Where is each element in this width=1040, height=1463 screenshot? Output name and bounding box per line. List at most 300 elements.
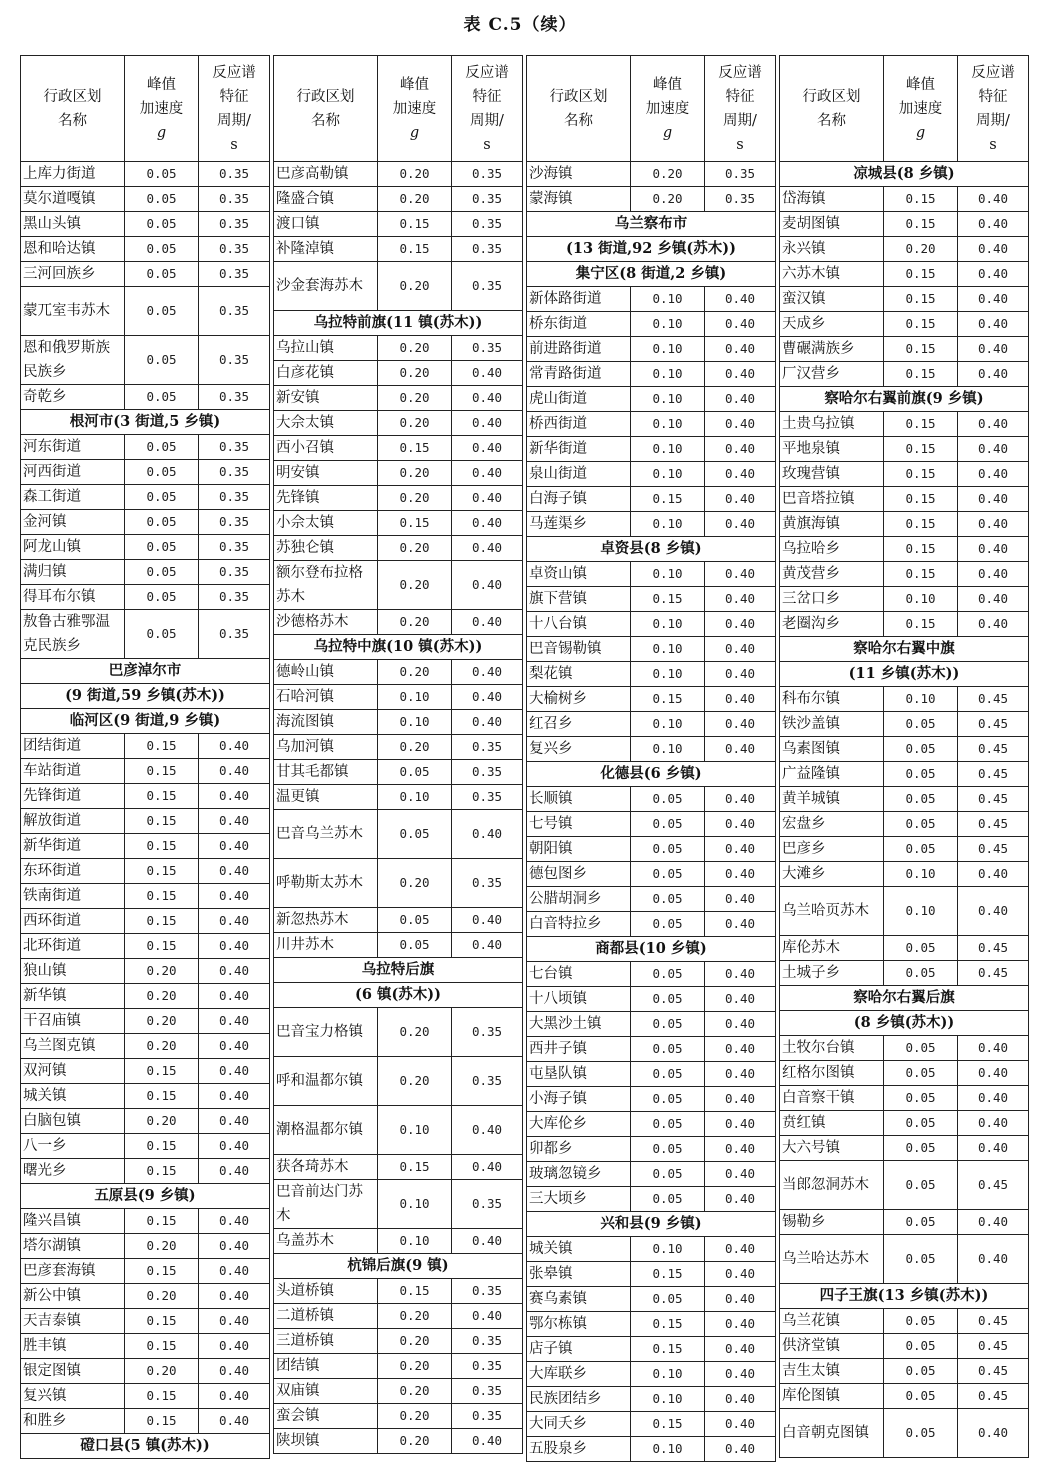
peak-acceleration-value: 0.05 bbox=[884, 812, 958, 837]
table-row bbox=[527, 1337, 776, 1362]
region-name: 玫瑰营镇 bbox=[780, 462, 884, 487]
table-row bbox=[780, 1210, 1029, 1235]
peak-acceleration-value: 0.05 bbox=[884, 837, 958, 862]
table-row bbox=[274, 685, 523, 710]
table-row bbox=[21, 535, 270, 560]
table-row bbox=[527, 1437, 776, 1462]
region-name: 乌兰哈页苏木 bbox=[780, 887, 884, 936]
table-row bbox=[527, 1262, 776, 1287]
characteristic-period-value: 0.40 bbox=[452, 461, 523, 486]
table-row bbox=[780, 862, 1029, 887]
table-row bbox=[21, 759, 270, 784]
table-row bbox=[274, 386, 523, 411]
table-row bbox=[780, 487, 1029, 512]
characteristic-period-value: 0.45 bbox=[958, 762, 1029, 787]
peak-acceleration-value: 0.05 bbox=[125, 610, 199, 659]
region-name: 解放街道 bbox=[21, 809, 125, 834]
region-name: 黑山头镇 bbox=[21, 212, 125, 237]
characteristic-period-value: 0.40 bbox=[199, 834, 270, 859]
table-row bbox=[527, 1287, 776, 1312]
group-title: (6 镇(苏木)) bbox=[274, 983, 523, 1008]
characteristic-period-value: 0.40 bbox=[452, 1429, 523, 1454]
peak-acceleration-value: 0.10 bbox=[631, 287, 705, 312]
region-name: 狼山镇 bbox=[21, 959, 125, 984]
characteristic-period-value: 0.35 bbox=[452, 859, 523, 908]
peak-acceleration-value: 0.15 bbox=[378, 1279, 452, 1304]
region-name: 敖鲁古雅鄂温克民族乡 bbox=[21, 610, 125, 659]
table-row bbox=[274, 262, 523, 311]
region-name: 额尔登布拉格苏木 bbox=[274, 561, 378, 610]
characteristic-period-value: 0.45 bbox=[958, 961, 1029, 986]
table-row bbox=[527, 387, 776, 412]
characteristic-period-value: 0.40 bbox=[958, 1210, 1029, 1235]
table-row bbox=[527, 287, 776, 312]
table-row bbox=[21, 884, 270, 909]
characteristic-period-value: 0.40 bbox=[452, 610, 523, 635]
peak-acceleration-value: 0.05 bbox=[125, 187, 199, 212]
region-name: 广益隆镇 bbox=[780, 762, 884, 787]
table-row bbox=[527, 462, 776, 487]
characteristic-period-value: 0.40 bbox=[958, 312, 1029, 337]
table-row bbox=[527, 312, 776, 337]
characteristic-period-value: 0.40 bbox=[452, 810, 523, 859]
peak-acceleration-value: 0.15 bbox=[884, 287, 958, 312]
characteristic-period-value: 0.45 bbox=[958, 1309, 1029, 1334]
peak-acceleration-value: 0.10 bbox=[631, 637, 705, 662]
table-row bbox=[274, 162, 523, 187]
characteristic-period-value: 0.45 bbox=[958, 1359, 1029, 1384]
group-title: 磴口县(5 镇(苏木)) bbox=[21, 1434, 270, 1459]
table-row bbox=[780, 262, 1029, 287]
table-row bbox=[527, 562, 776, 587]
table-row bbox=[527, 1237, 776, 1262]
region-name: 白脑包镇 bbox=[21, 1109, 125, 1134]
region-name: 白音朝克图镇 bbox=[780, 1409, 884, 1458]
region-group-header bbox=[274, 983, 523, 1008]
region-name: 屯垦队镇 bbox=[527, 1062, 631, 1087]
table-row bbox=[274, 511, 523, 536]
characteristic-period-value: 0.40 bbox=[958, 437, 1029, 462]
characteristic-period-value: 0.40 bbox=[199, 1409, 270, 1434]
peak-acceleration-value: 0.10 bbox=[631, 562, 705, 587]
region-name: 奇乾乡 bbox=[21, 385, 125, 410]
peak-acceleration-value: 0.05 bbox=[125, 212, 199, 237]
table-row bbox=[274, 336, 523, 361]
region-name: 卯都乡 bbox=[527, 1137, 631, 1162]
table-row bbox=[527, 1062, 776, 1087]
characteristic-period-value: 0.40 bbox=[199, 909, 270, 934]
characteristic-period-value: 0.40 bbox=[958, 1409, 1029, 1458]
peak-acceleration-value: 0.10 bbox=[378, 685, 452, 710]
region-name: 川井苏木 bbox=[274, 933, 378, 958]
characteristic-period-value: 0.45 bbox=[958, 1334, 1029, 1359]
table-row bbox=[527, 637, 776, 662]
characteristic-period-value: 0.40 bbox=[958, 412, 1029, 437]
characteristic-period-value: 0.40 bbox=[705, 1012, 776, 1037]
characteristic-period-value: 0.40 bbox=[705, 1312, 776, 1337]
peak-acceleration-value: 0.20 bbox=[378, 1354, 452, 1379]
characteristic-period-value: 0.35 bbox=[452, 162, 523, 187]
table-row bbox=[21, 1009, 270, 1034]
peak-acceleration-value: 0.20 bbox=[378, 411, 452, 436]
table-row bbox=[780, 537, 1029, 562]
region-group-header bbox=[527, 937, 776, 962]
characteristic-period-value: 0.45 bbox=[958, 812, 1029, 837]
characteristic-period-value: 0.40 bbox=[705, 312, 776, 337]
characteristic-period-value: 0.40 bbox=[452, 710, 523, 735]
table-row bbox=[527, 1112, 776, 1137]
peak-acceleration-value: 0.15 bbox=[631, 1412, 705, 1437]
characteristic-period-value: 0.40 bbox=[705, 462, 776, 487]
peak-acceleration-value: 0.20 bbox=[378, 461, 452, 486]
characteristic-period-value: 0.40 bbox=[199, 934, 270, 959]
table-row bbox=[21, 1284, 270, 1309]
peak-acceleration-value: 0.15 bbox=[125, 1309, 199, 1334]
characteristic-period-value: 0.35 bbox=[452, 735, 523, 760]
characteristic-period-value: 0.40 bbox=[705, 1437, 776, 1462]
table-row bbox=[21, 934, 270, 959]
region-name: 十八台镇 bbox=[527, 612, 631, 637]
region-name: 新华街道 bbox=[527, 437, 631, 462]
table-row bbox=[274, 1354, 523, 1379]
characteristic-period-value: 0.40 bbox=[958, 1086, 1029, 1111]
period-header: 反应谱 特征 周期/ s bbox=[705, 56, 776, 162]
table-row bbox=[527, 362, 776, 387]
characteristic-period-value: 0.40 bbox=[199, 1384, 270, 1409]
group-title: 五原县(9 乡镇) bbox=[21, 1184, 270, 1209]
table-row bbox=[21, 1334, 270, 1359]
region-name: 呼和温都尔镇 bbox=[274, 1057, 378, 1106]
table-row bbox=[21, 385, 270, 410]
region-name: 二道桥镇 bbox=[274, 1304, 378, 1329]
region-name: 旗下营镇 bbox=[527, 587, 631, 612]
table-row bbox=[21, 262, 270, 287]
peak-acceleration-value: 0.20 bbox=[378, 660, 452, 685]
characteristic-period-value: 0.35 bbox=[452, 237, 523, 262]
characteristic-period-value: 0.40 bbox=[452, 908, 523, 933]
region-name: 白彦花镇 bbox=[274, 361, 378, 386]
table-row bbox=[21, 237, 270, 262]
characteristic-period-value: 0.40 bbox=[452, 1229, 523, 1254]
region-name: 红格尔图镇 bbox=[780, 1061, 884, 1086]
peak-acceleration-value: 0.15 bbox=[631, 1312, 705, 1337]
table-row bbox=[274, 1106, 523, 1155]
peak-acceleration-header: 峰值 加速度 g bbox=[884, 56, 958, 162]
peak-acceleration-value: 0.05 bbox=[631, 1012, 705, 1037]
characteristic-period-value: 0.40 bbox=[705, 637, 776, 662]
region-name: 天吉泰镇 bbox=[21, 1309, 125, 1334]
peak-acceleration-value: 0.05 bbox=[884, 1111, 958, 1136]
region-name: 当郎忽洞苏木 bbox=[780, 1161, 884, 1210]
peak-acceleration-value: 0.15 bbox=[631, 1262, 705, 1287]
table-row bbox=[780, 337, 1029, 362]
characteristic-period-value: 0.40 bbox=[199, 1009, 270, 1034]
characteristic-period-value: 0.45 bbox=[958, 1161, 1029, 1210]
region-name: 土牧尔台镇 bbox=[780, 1036, 884, 1061]
table-row bbox=[780, 1161, 1029, 1210]
characteristic-period-value: 0.45 bbox=[958, 837, 1029, 862]
table-row bbox=[780, 961, 1029, 986]
characteristic-period-value: 0.40 bbox=[705, 287, 776, 312]
region-name: 石哈河镇 bbox=[274, 685, 378, 710]
peak-acceleration-value: 0.05 bbox=[884, 1210, 958, 1235]
peak-acceleration-value: 0.05 bbox=[125, 336, 199, 385]
period-header: 反应谱 特征 周期/ s bbox=[958, 56, 1029, 162]
region-name: 新忽热苏木 bbox=[274, 908, 378, 933]
peak-acceleration-value: 0.05 bbox=[631, 1162, 705, 1187]
region-name: 泉山街道 bbox=[527, 462, 631, 487]
peak-acceleration-value: 0.05 bbox=[125, 460, 199, 485]
region-name: 红召乡 bbox=[527, 712, 631, 737]
region-name: 黄羊城镇 bbox=[780, 787, 884, 812]
peak-acceleration-value: 0.10 bbox=[631, 412, 705, 437]
region-name: 西井子镇 bbox=[527, 1037, 631, 1062]
region-group-header bbox=[780, 162, 1029, 187]
characteristic-period-value: 0.40 bbox=[452, 536, 523, 561]
table-row bbox=[21, 1034, 270, 1059]
peak-acceleration-value: 0.05 bbox=[884, 787, 958, 812]
region-name: 恩和哈达镇 bbox=[21, 237, 125, 262]
characteristic-period-value: 0.40 bbox=[199, 1259, 270, 1284]
table-row bbox=[274, 735, 523, 760]
region-name: 小佘太镇 bbox=[274, 511, 378, 536]
peak-acceleration-value: 0.10 bbox=[631, 1387, 705, 1412]
characteristic-period-value: 0.35 bbox=[452, 1180, 523, 1229]
region-name: 锡勒乡 bbox=[780, 1210, 884, 1235]
region-name: 巴音锡勒镇 bbox=[527, 637, 631, 662]
region-name: 三河回族乡 bbox=[21, 262, 125, 287]
table-row bbox=[780, 1359, 1029, 1384]
peak-acceleration-value: 0.05 bbox=[631, 887, 705, 912]
peak-acceleration-value: 0.05 bbox=[884, 762, 958, 787]
region-name: 岱海镇 bbox=[780, 187, 884, 212]
period-header: 反应谱 特征 周期/ s bbox=[452, 56, 523, 162]
table-row bbox=[780, 562, 1029, 587]
region-name: 乌素图镇 bbox=[780, 737, 884, 762]
peak-acceleration-value: 0.20 bbox=[125, 1034, 199, 1059]
characteristic-period-value: 0.35 bbox=[452, 336, 523, 361]
region-name: 梨花镇 bbox=[527, 662, 631, 687]
characteristic-period-value: 0.40 bbox=[199, 734, 270, 759]
characteristic-period-value: 0.45 bbox=[958, 787, 1029, 812]
region-name: 五股泉乡 bbox=[527, 1437, 631, 1462]
table-row bbox=[780, 1409, 1029, 1458]
peak-acceleration-value: 0.15 bbox=[884, 437, 958, 462]
characteristic-period-value: 0.40 bbox=[199, 1134, 270, 1159]
table-row bbox=[274, 859, 523, 908]
table-row bbox=[21, 784, 270, 809]
region-name: 得耳布尔镇 bbox=[21, 585, 125, 610]
table-row bbox=[780, 936, 1029, 961]
group-title: 察哈尔右翼中旗 bbox=[780, 637, 1029, 662]
region-name: 大佘太镇 bbox=[274, 411, 378, 436]
characteristic-period-value: 0.35 bbox=[199, 435, 270, 460]
region-name: 乌兰哈达苏木 bbox=[780, 1235, 884, 1284]
region-table-4 bbox=[779, 55, 1029, 1458]
table-row bbox=[21, 560, 270, 585]
table-row bbox=[21, 1359, 270, 1384]
peak-acceleration-value: 0.10 bbox=[378, 1180, 452, 1229]
region-name: 大六号镇 bbox=[780, 1136, 884, 1161]
region-name: 贲红镇 bbox=[780, 1111, 884, 1136]
region-name: 大库伦乡 bbox=[527, 1112, 631, 1137]
peak-acceleration-value: 0.10 bbox=[378, 1106, 452, 1155]
region-name: 铁沙盖镇 bbox=[780, 712, 884, 737]
region-name: 蒙兀室韦苏木 bbox=[21, 287, 125, 336]
table-row bbox=[21, 1259, 270, 1284]
region-group-header bbox=[21, 684, 270, 709]
group-title: (8 乡镇(苏木)) bbox=[780, 1011, 1029, 1036]
table-header-row bbox=[274, 56, 523, 162]
table-row bbox=[274, 933, 523, 958]
group-title: 乌拉特后旗 bbox=[274, 958, 523, 983]
region-name: 沙德格苏木 bbox=[274, 610, 378, 635]
region-name: 赛乌素镇 bbox=[527, 1287, 631, 1312]
peak-acceleration-value: 0.20 bbox=[378, 361, 452, 386]
table-row bbox=[21, 834, 270, 859]
region-name: 德包图乡 bbox=[527, 862, 631, 887]
region-name: 虎山街道 bbox=[527, 387, 631, 412]
peak-acceleration-value: 0.20 bbox=[378, 162, 452, 187]
characteristic-period-value: 0.35 bbox=[199, 560, 270, 585]
table-row bbox=[274, 361, 523, 386]
characteristic-period-value: 0.40 bbox=[958, 362, 1029, 387]
region-name: 乌盖苏木 bbox=[274, 1229, 378, 1254]
region-group-header bbox=[780, 1284, 1029, 1309]
characteristic-period-value: 0.40 bbox=[958, 862, 1029, 887]
name-header: 行政区划 名称 bbox=[274, 56, 378, 162]
table-row bbox=[527, 1012, 776, 1037]
peak-acceleration-value: 0.15 bbox=[125, 1159, 199, 1184]
characteristic-period-value: 0.40 bbox=[452, 685, 523, 710]
characteristic-period-value: 0.40 bbox=[705, 687, 776, 712]
peak-acceleration-value: 0.15 bbox=[125, 934, 199, 959]
peak-acceleration-value: 0.15 bbox=[884, 337, 958, 362]
peak-acceleration-value: 0.10 bbox=[884, 687, 958, 712]
table-row bbox=[21, 460, 270, 485]
characteristic-period-value: 0.35 bbox=[199, 262, 270, 287]
region-name: 乌拉哈乡 bbox=[780, 537, 884, 562]
table-row bbox=[780, 312, 1029, 337]
region-name: 西环街道 bbox=[21, 909, 125, 934]
peak-acceleration-value: 0.10 bbox=[631, 1437, 705, 1462]
region-name: 东环街道 bbox=[21, 859, 125, 884]
peak-acceleration-value: 0.20 bbox=[378, 1379, 452, 1404]
peak-acceleration-value: 0.05 bbox=[884, 936, 958, 961]
peak-acceleration-value: 0.05 bbox=[884, 1235, 958, 1284]
region-name: 莫尔道嘎镇 bbox=[21, 187, 125, 212]
table-row bbox=[21, 485, 270, 510]
peak-acceleration-value: 0.05 bbox=[378, 760, 452, 785]
group-title: 商都县(10 乡镇) bbox=[527, 937, 776, 962]
peak-acceleration-value: 0.05 bbox=[631, 837, 705, 862]
table-row bbox=[780, 187, 1029, 212]
table-row bbox=[527, 1037, 776, 1062]
region-name: 先锋镇 bbox=[274, 486, 378, 511]
region-name: 沙金套海苏木 bbox=[274, 262, 378, 311]
characteristic-period-value: 0.40 bbox=[452, 660, 523, 685]
table-row bbox=[527, 437, 776, 462]
characteristic-period-value: 0.40 bbox=[199, 1209, 270, 1234]
region-group-header bbox=[527, 237, 776, 262]
peak-acceleration-value: 0.20 bbox=[125, 1009, 199, 1034]
table-row bbox=[21, 1384, 270, 1409]
table-row bbox=[274, 1008, 523, 1057]
characteristic-period-value: 0.40 bbox=[705, 1237, 776, 1262]
region-name: 银定图镇 bbox=[21, 1359, 125, 1384]
characteristic-period-value: 0.40 bbox=[958, 612, 1029, 637]
peak-acceleration-value: 0.15 bbox=[884, 262, 958, 287]
characteristic-period-value: 0.35 bbox=[452, 1329, 523, 1354]
table-row bbox=[527, 812, 776, 837]
region-name: 补隆淖镇 bbox=[274, 237, 378, 262]
characteristic-period-value: 0.40 bbox=[199, 1359, 270, 1384]
characteristic-period-value: 0.40 bbox=[958, 1036, 1029, 1061]
region-name: 河西街道 bbox=[21, 460, 125, 485]
table-row bbox=[21, 859, 270, 884]
table-row bbox=[527, 862, 776, 887]
group-title: 集宁区(8 街道,2 乡镇) bbox=[527, 262, 776, 287]
region-group-header bbox=[274, 958, 523, 983]
table-row bbox=[274, 760, 523, 785]
region-name: 乌拉山镇 bbox=[274, 336, 378, 361]
peak-acceleration-value: 0.15 bbox=[125, 759, 199, 784]
characteristic-period-value: 0.40 bbox=[452, 411, 523, 436]
characteristic-period-value: 0.40 bbox=[705, 1412, 776, 1437]
region-group-header bbox=[274, 311, 523, 336]
region-name: 天成乡 bbox=[780, 312, 884, 337]
characteristic-period-value: 0.40 bbox=[705, 512, 776, 537]
region-name: 胜丰镇 bbox=[21, 1334, 125, 1359]
region-name: 新华街道 bbox=[21, 834, 125, 859]
characteristic-period-value: 0.40 bbox=[452, 486, 523, 511]
peak-acceleration-value: 0.05 bbox=[884, 1086, 958, 1111]
region-name: 七台镇 bbox=[527, 962, 631, 987]
region-name: 鄂尔栋镇 bbox=[527, 1312, 631, 1337]
group-title: 四子王旗(13 乡镇(苏木)) bbox=[780, 1284, 1029, 1309]
table-row bbox=[21, 1084, 270, 1109]
peak-acceleration-value: 0.15 bbox=[378, 212, 452, 237]
peak-acceleration-value: 0.20 bbox=[631, 162, 705, 187]
region-name: 明安镇 bbox=[274, 461, 378, 486]
characteristic-period-value: 0.40 bbox=[199, 1109, 270, 1134]
peak-acceleration-header: 峰值 加速度 g bbox=[631, 56, 705, 162]
characteristic-period-value: 0.40 bbox=[958, 587, 1029, 612]
characteristic-period-value: 0.40 bbox=[705, 412, 776, 437]
peak-acceleration-value: 0.05 bbox=[884, 1384, 958, 1409]
peak-acceleration-value: 0.15 bbox=[125, 734, 199, 759]
table-row bbox=[274, 411, 523, 436]
group-title: 临河区(9 街道,9 乡镇) bbox=[21, 709, 270, 734]
characteristic-period-value: 0.35 bbox=[199, 162, 270, 187]
peak-acceleration-value: 0.05 bbox=[631, 1287, 705, 1312]
peak-acceleration-value: 0.15 bbox=[884, 512, 958, 537]
region-name: 三大顷乡 bbox=[527, 1187, 631, 1212]
region-group-header bbox=[780, 986, 1029, 1011]
region-name: 乌兰花镇 bbox=[780, 1309, 884, 1334]
region-group-header bbox=[780, 662, 1029, 687]
peak-acceleration-value: 0.20 bbox=[125, 1234, 199, 1259]
characteristic-period-value: 0.40 bbox=[705, 1162, 776, 1187]
region-name: 长顺镇 bbox=[527, 787, 631, 812]
peak-acceleration-value: 0.10 bbox=[631, 512, 705, 537]
table-row bbox=[780, 1384, 1029, 1409]
region-name: 巴彦套海镇 bbox=[21, 1259, 125, 1284]
region-name: 巴音塔拉镇 bbox=[780, 487, 884, 512]
characteristic-period-value: 0.40 bbox=[705, 1262, 776, 1287]
characteristic-period-value: 0.40 bbox=[705, 737, 776, 762]
region-name: 吉生太镇 bbox=[780, 1359, 884, 1384]
